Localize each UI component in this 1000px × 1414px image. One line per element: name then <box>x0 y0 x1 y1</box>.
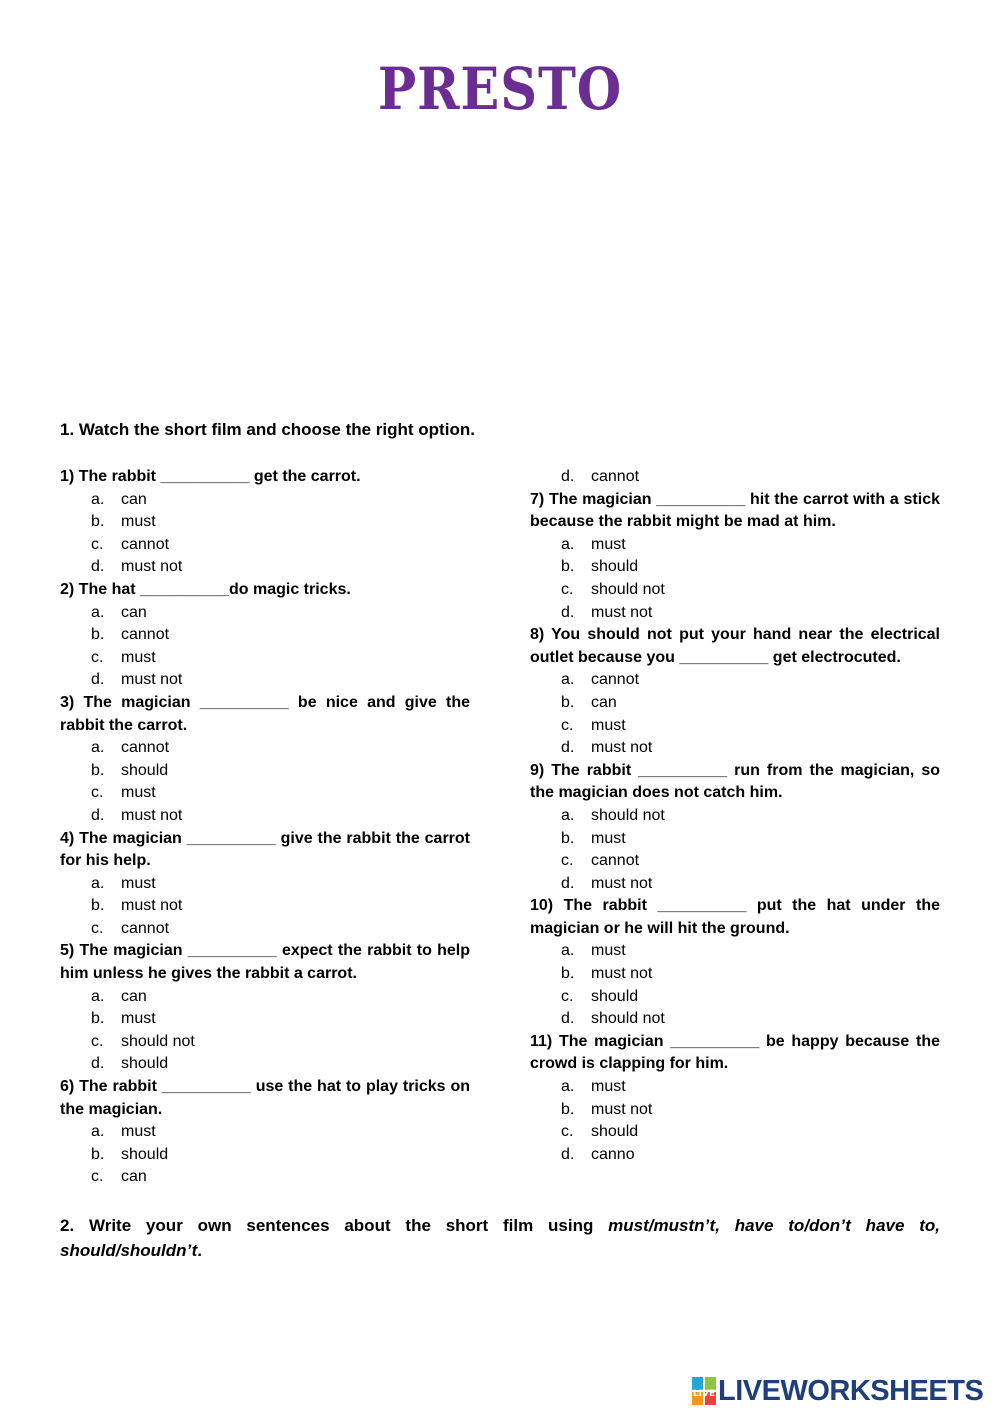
question-8: 8) You should not put your hand near the electrical outlet because you __________ get electrocuted. <box>530 626 940 666</box>
option-2b[interactable]: b. cannot <box>91 626 170 644</box>
questions-left-column <box>60 466 470 1189</box>
option-8a[interactable]: a. cannot <box>561 671 640 689</box>
option-11c[interactable]: c. should <box>561 1123 639 1141</box>
option-8c[interactable]: c. must <box>561 716 626 734</box>
question-7: 7) The magician __________ hit the carrot with a stick because the rabbit might be mad at him. <box>530 490 940 531</box>
option-8b[interactable]: b. can <box>561 693 617 711</box>
option-2a[interactable]: a. can <box>91 603 147 621</box>
section-2-heading: 2. Write your own sentences about the short film using must/mustn’t, have to/don’t have to, should/shouldn’t. <box>60 1216 940 1260</box>
option-6c[interactable]: c. can <box>91 1168 147 1186</box>
option-5a[interactable]: a. can <box>91 987 147 1005</box>
option-9d[interactable]: d. must not <box>561 874 653 892</box>
option-5d[interactable]: d. should <box>91 1055 169 1073</box>
questions-right-column <box>530 466 940 1166</box>
option-6a[interactable]: a. must <box>91 1123 156 1141</box>
option-7d[interactable]: d. must not <box>561 603 653 621</box>
option-4a[interactable]: a. must <box>91 874 156 892</box>
option-3a[interactable]: a. cannot <box>91 739 170 757</box>
option-10b[interactable]: b. must not <box>561 965 653 983</box>
option-1b[interactable]: b. must <box>91 513 156 531</box>
section-1-heading: 1. Watch the short film and choose the right option. <box>60 420 475 439</box>
option-9c[interactable]: c. cannot <box>561 852 640 870</box>
option-4b[interactable]: b. must not <box>91 897 183 915</box>
option-1a[interactable]: a. can <box>91 490 147 508</box>
option-5b[interactable]: b. must <box>91 1010 156 1028</box>
question-9: 9) The rabbit __________ run from the magician, so the magician does not catch him. <box>530 761 940 802</box>
svg-text:LIVE: LIVE <box>692 1389 716 1399</box>
option-7c[interactable]: c. should not <box>561 580 665 598</box>
option-1c[interactable]: c. cannot <box>91 535 170 553</box>
question-4: 4) The magician __________ give the rabbit the carrot for his help. <box>60 829 470 870</box>
option-9b[interactable]: b. must <box>561 829 626 847</box>
option-10d[interactable]: d. should not <box>561 1010 665 1028</box>
option-2c[interactable]: c. must <box>91 648 156 666</box>
page-title: PRESTO <box>377 55 623 123</box>
option-2d[interactable]: d. must not <box>91 671 183 689</box>
option-4c[interactable]: c. cannot <box>91 919 170 937</box>
question-3: 3) The magician __________ be nice and give the rabbit the carrot. <box>60 693 470 734</box>
question-5: 5) The magician __________ expect the rabbit to help him unless he gives the rabbit a carrot. <box>60 942 470 983</box>
option-11a[interactable]: a. must <box>561 1078 626 1096</box>
option-6d[interactable]: d. cannot <box>561 468 640 485</box>
option-7a[interactable]: a. must <box>561 535 626 553</box>
liveworksheets-wordmark: LIVEWORKSHEETS <box>718 1374 984 1407</box>
option-11b[interactable]: b. must not <box>561 1100 653 1118</box>
liveworksheets-logo <box>692 1374 983 1408</box>
question-10: 10) The rabbit __________ put the hat under the magician or he will hit the ground. <box>530 897 940 937</box>
question-1: 1) The rabbit __________ get the carrot. <box>60 468 361 485</box>
question-2: 2) The hat __________do magic tricks. <box>60 580 351 598</box>
option-8d[interactable]: d. must not <box>561 739 653 757</box>
option-1d[interactable]: d. must not <box>91 558 183 576</box>
question-11: 11) The magician __________ be happy because the crowd is clapping for him. <box>530 1032 940 1073</box>
liveworksheets-badge-icon <box>692 1377 716 1405</box>
option-10a[interactable]: a. must <box>561 942 626 960</box>
option-3d[interactable]: d. must not <box>91 806 183 824</box>
option-5c[interactable]: c. should not <box>91 1032 195 1050</box>
question-6: 6) The rabbit __________ use the hat to play tricks on the magician. <box>60 1078 470 1118</box>
option-10c[interactable]: c. should <box>561 987 639 1005</box>
option-3c[interactable]: c. must <box>91 784 156 802</box>
option-3b[interactable]: b. should <box>91 761 169 779</box>
option-6b[interactable]: b. should <box>91 1145 169 1163</box>
option-9a[interactable]: a. should not <box>561 806 665 824</box>
option-11d[interactable]: d. canno <box>561 1145 635 1163</box>
option-7b[interactable]: b. should <box>561 558 639 576</box>
